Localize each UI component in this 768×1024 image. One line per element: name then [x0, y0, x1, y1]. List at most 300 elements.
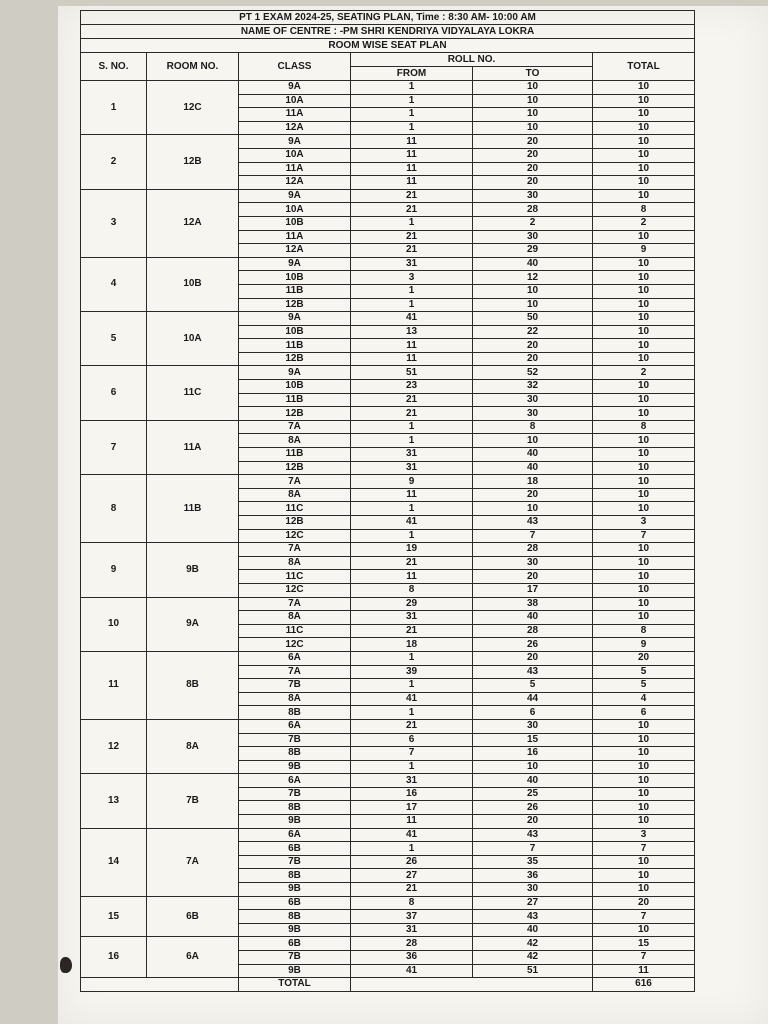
header-class: CLASS	[239, 53, 351, 81]
roll-from-cell: 41	[351, 964, 473, 978]
total-cell: 10	[593, 760, 695, 774]
serial-number: 13	[81, 774, 147, 828]
roll-from-cell: 21	[351, 883, 473, 897]
roll-to-cell: 43	[473, 516, 593, 530]
total-cell: 10	[593, 556, 695, 570]
total-cell: 6	[593, 706, 695, 720]
class-cell: 10B	[239, 216, 351, 230]
roll-from-cell: 11	[351, 162, 473, 176]
roll-to-cell: 30	[473, 883, 593, 897]
class-cell: 7B	[239, 951, 351, 965]
total-cell: 10	[593, 747, 695, 761]
roll-to-cell: 20	[473, 176, 593, 190]
total-cell: 8	[593, 624, 695, 638]
roll-to-cell: 10	[473, 434, 593, 448]
table-row	[81, 257, 695, 271]
table-row	[81, 896, 695, 910]
roll-to-cell: 30	[473, 230, 593, 244]
total-cell: 10	[593, 475, 695, 489]
roll-to-cell: 43	[473, 665, 593, 679]
total-cell: 10	[593, 583, 695, 597]
serial-number: 4	[81, 257, 147, 311]
class-cell: 10B	[239, 325, 351, 339]
class-cell: 11B	[239, 393, 351, 407]
roll-to-cell: 29	[473, 244, 593, 258]
roll-from-cell: 11	[351, 148, 473, 162]
roll-to-cell: 10	[473, 108, 593, 122]
roll-from-cell: 31	[351, 774, 473, 788]
roll-from-cell: 21	[351, 719, 473, 733]
total-cell: 10	[593, 461, 695, 475]
room-number: 10B	[147, 257, 239, 311]
class-cell: 6A	[239, 774, 351, 788]
roll-from-cell: 1	[351, 108, 473, 122]
serial-number: 8	[81, 475, 147, 543]
total-cell: 5	[593, 665, 695, 679]
header-to: TO	[473, 67, 593, 81]
table-row	[81, 937, 695, 951]
roll-to-cell: 27	[473, 896, 593, 910]
total-cell: 10	[593, 284, 695, 298]
total-cell: 7	[593, 951, 695, 965]
table-row	[81, 719, 695, 733]
class-cell: 8B	[239, 910, 351, 924]
roll-from-cell: 1	[351, 842, 473, 856]
total-cell: 10	[593, 189, 695, 203]
total-cell: 3	[593, 828, 695, 842]
roll-to-cell: 20	[473, 815, 593, 829]
roll-to-cell: 17	[473, 583, 593, 597]
class-cell: 12B	[239, 298, 351, 312]
serial-number: 2	[81, 135, 147, 189]
class-cell: 7A	[239, 597, 351, 611]
roll-to-cell: 30	[473, 556, 593, 570]
roll-to-cell: 7	[473, 529, 593, 543]
roll-to-cell: 10	[473, 284, 593, 298]
class-cell: 11B	[239, 339, 351, 353]
roll-to-cell: 10	[473, 94, 593, 108]
class-cell: 9A	[239, 189, 351, 203]
room-number: 8B	[147, 651, 239, 719]
roll-to-cell: 18	[473, 475, 593, 489]
class-cell: 8B	[239, 706, 351, 720]
total-cell: 9	[593, 244, 695, 258]
total-cell: 11	[593, 964, 695, 978]
class-cell: 6B	[239, 937, 351, 951]
roll-from-cell: 41	[351, 828, 473, 842]
class-cell: 8B	[239, 801, 351, 815]
class-cell: 10B	[239, 380, 351, 394]
roll-to-cell: 30	[473, 719, 593, 733]
roll-from-cell: 31	[351, 461, 473, 475]
total-cell: 10	[593, 121, 695, 135]
roll-from-cell: 21	[351, 230, 473, 244]
roll-to-cell: 6	[473, 706, 593, 720]
serial-number: 7	[81, 420, 147, 474]
total-cell: 10	[593, 815, 695, 829]
class-cell: 8A	[239, 488, 351, 502]
roll-from-cell: 7	[351, 747, 473, 761]
seating-plan-table	[80, 10, 695, 992]
roll-to-cell: 20	[473, 148, 593, 162]
roll-to-cell: 44	[473, 692, 593, 706]
roll-to-cell: 20	[473, 352, 593, 366]
roll-from-cell: 1	[351, 81, 473, 95]
total-cell: 10	[593, 543, 695, 557]
class-cell: 9B	[239, 760, 351, 774]
serial-number: 10	[81, 597, 147, 651]
total-cell: 10	[593, 352, 695, 366]
class-cell: 12C	[239, 583, 351, 597]
class-cell: 8B	[239, 869, 351, 883]
roll-to-cell: 7	[473, 842, 593, 856]
total-cell: 10	[593, 339, 695, 353]
class-cell: 11B	[239, 448, 351, 462]
table-row	[81, 420, 695, 434]
room-number: 12B	[147, 135, 239, 189]
total-cell: 10	[593, 176, 695, 190]
total-cell: 10	[593, 488, 695, 502]
class-cell: 6A	[239, 651, 351, 665]
serial-number: 15	[81, 896, 147, 937]
centre-name: NAME OF CENTRE : -PM SHRI KENDRIYA VIDYALAYA LOKRA	[81, 25, 695, 39]
header-room: ROOM NO.	[147, 53, 239, 81]
roll-to-cell: 20	[473, 651, 593, 665]
class-cell: 10B	[239, 271, 351, 285]
roll-from-cell: 21	[351, 624, 473, 638]
serial-number: 3	[81, 189, 147, 257]
total-cell: 10	[593, 312, 695, 326]
total-cell: 10	[593, 570, 695, 584]
class-cell: 7A	[239, 665, 351, 679]
class-cell: 8A	[239, 611, 351, 625]
serial-number: 9	[81, 543, 147, 597]
roll-from-cell: 1	[351, 216, 473, 230]
roll-to-cell: 40	[473, 461, 593, 475]
class-cell: 12A	[239, 176, 351, 190]
room-number: 9B	[147, 543, 239, 597]
roll-to-cell: 26	[473, 638, 593, 652]
total-cell: 10	[593, 597, 695, 611]
roll-from-cell: 11	[351, 570, 473, 584]
roll-from-cell: 31	[351, 257, 473, 271]
total-cell: 10	[593, 257, 695, 271]
class-cell: 8B	[239, 747, 351, 761]
class-cell: 7A	[239, 475, 351, 489]
class-cell: 9A	[239, 312, 351, 326]
roll-to-cell: 20	[473, 339, 593, 353]
serial-number: 12	[81, 719, 147, 773]
room-number: 11A	[147, 420, 239, 474]
table-row	[81, 828, 695, 842]
total-cell: 10	[593, 108, 695, 122]
class-cell: 9A	[239, 366, 351, 380]
roll-from-cell: 18	[351, 638, 473, 652]
class-cell: 7B	[239, 733, 351, 747]
table-row	[81, 312, 695, 326]
roll-to-cell: 42	[473, 937, 593, 951]
roll-to-cell: 5	[473, 679, 593, 693]
class-cell: 8A	[239, 434, 351, 448]
total-cell: 7	[593, 910, 695, 924]
roll-from-cell: 11	[351, 135, 473, 149]
serial-number: 5	[81, 312, 147, 366]
roll-from-cell: 1	[351, 298, 473, 312]
roll-from-cell: 29	[351, 597, 473, 611]
total-cell: 10	[593, 230, 695, 244]
roll-to-cell: 8	[473, 420, 593, 434]
roll-from-cell: 1	[351, 760, 473, 774]
roll-from-cell: 37	[351, 910, 473, 924]
roll-to-cell: 28	[473, 203, 593, 217]
roll-from-cell: 21	[351, 203, 473, 217]
class-cell: 9B	[239, 883, 351, 897]
room-number: 10A	[147, 312, 239, 366]
class-cell: 11C	[239, 570, 351, 584]
roll-to-cell: 43	[473, 910, 593, 924]
total-cell: 10	[593, 325, 695, 339]
roll-from-cell: 41	[351, 516, 473, 530]
class-cell: 7B	[239, 787, 351, 801]
room-number: 9A	[147, 597, 239, 651]
total-cell: 10	[593, 94, 695, 108]
roll-to-cell: 30	[473, 189, 593, 203]
room-number: 6A	[147, 937, 239, 978]
roll-from-cell: 1	[351, 434, 473, 448]
roll-from-cell: 8	[351, 583, 473, 597]
roll-from-cell: 51	[351, 366, 473, 380]
class-cell: 11A	[239, 230, 351, 244]
roll-from-cell: 1	[351, 679, 473, 693]
class-cell: 6A	[239, 719, 351, 733]
roll-from-cell: 28	[351, 937, 473, 951]
total-cell: 3	[593, 516, 695, 530]
roll-to-cell: 40	[473, 257, 593, 271]
roll-to-cell: 20	[473, 570, 593, 584]
class-cell: 10A	[239, 148, 351, 162]
roll-from-cell: 21	[351, 244, 473, 258]
roll-to-cell: 10	[473, 760, 593, 774]
class-cell: 6B	[239, 842, 351, 856]
total-cell: 10	[593, 733, 695, 747]
roll-from-cell: 31	[351, 611, 473, 625]
total-cell: 10	[593, 719, 695, 733]
room-number: 8A	[147, 719, 239, 773]
column-header-row	[81, 53, 695, 67]
total-cell: 2	[593, 366, 695, 380]
class-cell: 11A	[239, 162, 351, 176]
class-cell: 12A	[239, 121, 351, 135]
roll-from-cell: 1	[351, 121, 473, 135]
total-cell: 20	[593, 896, 695, 910]
roll-to-cell: 15	[473, 733, 593, 747]
roll-from-cell: 1	[351, 651, 473, 665]
class-cell: 12A	[239, 244, 351, 258]
total-cell: 10	[593, 611, 695, 625]
total-cell: 10	[593, 407, 695, 421]
roll-from-cell: 21	[351, 556, 473, 570]
roll-from-cell: 36	[351, 951, 473, 965]
roll-from-cell: 6	[351, 733, 473, 747]
class-cell: 8A	[239, 556, 351, 570]
roll-from-cell: 11	[351, 488, 473, 502]
serial-number: 1	[81, 81, 147, 135]
roll-from-cell: 1	[351, 284, 473, 298]
table-row	[81, 597, 695, 611]
exam-title: PT 1 EXAM 2024-25, SEATING PLAN, Time : 8:30 AM- 10:00 AM	[81, 11, 695, 25]
roll-to-cell: 42	[473, 951, 593, 965]
serial-number: 6	[81, 366, 147, 420]
roll-from-cell: 9	[351, 475, 473, 489]
roll-to-cell: 28	[473, 624, 593, 638]
roll-from-cell: 1	[351, 94, 473, 108]
roll-to-cell: 20	[473, 488, 593, 502]
total-cell: 10	[593, 448, 695, 462]
class-cell: 9A	[239, 135, 351, 149]
roll-to-cell: 28	[473, 543, 593, 557]
total-cell: 10	[593, 787, 695, 801]
roll-to-cell: 50	[473, 312, 593, 326]
roll-from-cell: 1	[351, 529, 473, 543]
total-blank	[81, 978, 239, 992]
roll-from-cell: 21	[351, 393, 473, 407]
total-cell: 10	[593, 380, 695, 394]
table-row	[81, 475, 695, 489]
room-number: 12A	[147, 189, 239, 257]
roll-from-cell: 31	[351, 448, 473, 462]
room-number: 6B	[147, 896, 239, 937]
class-cell: 10A	[239, 94, 351, 108]
class-cell: 12C	[239, 638, 351, 652]
total-cell: 10	[593, 135, 695, 149]
roll-to-cell: 51	[473, 964, 593, 978]
roll-to-cell: 38	[473, 597, 593, 611]
table-row	[81, 189, 695, 203]
centre-row	[81, 25, 695, 39]
roll-to-cell: 43	[473, 828, 593, 842]
total-blank-roll	[351, 978, 593, 992]
header-roll: ROLL NO.	[351, 53, 593, 67]
roll-from-cell: 21	[351, 407, 473, 421]
table-row	[81, 651, 695, 665]
roll-to-cell: 40	[473, 448, 593, 462]
class-cell: 12C	[239, 529, 351, 543]
roll-to-cell: 40	[473, 611, 593, 625]
total-row	[81, 978, 695, 992]
class-cell: 9A	[239, 81, 351, 95]
roll-to-cell: 26	[473, 801, 593, 815]
roll-from-cell: 8	[351, 896, 473, 910]
roll-to-cell: 12	[473, 271, 593, 285]
roll-to-cell: 40	[473, 923, 593, 937]
class-cell: 7B	[239, 679, 351, 693]
roll-to-cell: 22	[473, 325, 593, 339]
serial-number: 14	[81, 828, 147, 896]
total-cell: 4	[593, 692, 695, 706]
class-cell: 9B	[239, 923, 351, 937]
roll-from-cell: 41	[351, 692, 473, 706]
total-cell: 10	[593, 298, 695, 312]
class-cell: 6A	[239, 828, 351, 842]
class-cell: 12B	[239, 461, 351, 475]
roll-from-cell: 17	[351, 801, 473, 815]
table-row	[81, 366, 695, 380]
roll-from-cell: 11	[351, 815, 473, 829]
roll-from-cell: 16	[351, 787, 473, 801]
class-cell: 11B	[239, 284, 351, 298]
roll-from-cell: 1	[351, 502, 473, 516]
plan-row	[81, 39, 695, 53]
roll-from-cell: 31	[351, 923, 473, 937]
roll-to-cell: 2	[473, 216, 593, 230]
total-cell: 8	[593, 420, 695, 434]
roll-to-cell: 10	[473, 502, 593, 516]
roll-from-cell: 11	[351, 339, 473, 353]
class-cell: 9B	[239, 964, 351, 978]
roll-from-cell: 27	[351, 869, 473, 883]
roll-from-cell: 21	[351, 189, 473, 203]
total-cell: 10	[593, 271, 695, 285]
table-row	[81, 774, 695, 788]
grand-total-label: TOTAL	[239, 978, 351, 992]
total-cell: 10	[593, 923, 695, 937]
roll-to-cell: 32	[473, 380, 593, 394]
roll-to-cell: 16	[473, 747, 593, 761]
total-cell: 10	[593, 869, 695, 883]
room-number: 11C	[147, 366, 239, 420]
class-cell: 12B	[239, 407, 351, 421]
total-cell: 8	[593, 203, 695, 217]
class-cell: 11C	[239, 502, 351, 516]
class-cell: 10A	[239, 203, 351, 217]
roll-to-cell: 30	[473, 407, 593, 421]
roll-from-cell: 11	[351, 176, 473, 190]
header-total: TOTAL	[593, 53, 695, 81]
total-cell: 7	[593, 842, 695, 856]
roll-from-cell: 3	[351, 271, 473, 285]
class-cell: 6B	[239, 896, 351, 910]
room-number: 11B	[147, 475, 239, 543]
serial-number: 16	[81, 937, 147, 978]
roll-from-cell: 26	[351, 855, 473, 869]
roll-to-cell: 20	[473, 162, 593, 176]
class-cell: 11A	[239, 108, 351, 122]
table-row	[81, 543, 695, 557]
total-cell: 10	[593, 883, 695, 897]
roll-to-cell: 40	[473, 774, 593, 788]
roll-to-cell: 20	[473, 135, 593, 149]
roll-to-cell: 30	[473, 393, 593, 407]
class-cell: 9A	[239, 257, 351, 271]
roll-from-cell: 41	[351, 312, 473, 326]
class-cell: 7A	[239, 543, 351, 557]
class-cell: 7B	[239, 855, 351, 869]
roll-to-cell: 10	[473, 121, 593, 135]
roll-to-cell: 10	[473, 81, 593, 95]
total-cell: 10	[593, 801, 695, 815]
total-cell: 15	[593, 937, 695, 951]
title-row	[81, 11, 695, 25]
class-cell: 12B	[239, 352, 351, 366]
roll-from-cell: 1	[351, 706, 473, 720]
total-cell: 10	[593, 434, 695, 448]
total-cell: 2	[593, 216, 695, 230]
roll-to-cell: 36	[473, 869, 593, 883]
grand-total-value: 616	[593, 978, 695, 992]
roll-from-cell: 23	[351, 380, 473, 394]
class-cell: 7A	[239, 420, 351, 434]
total-cell: 10	[593, 81, 695, 95]
